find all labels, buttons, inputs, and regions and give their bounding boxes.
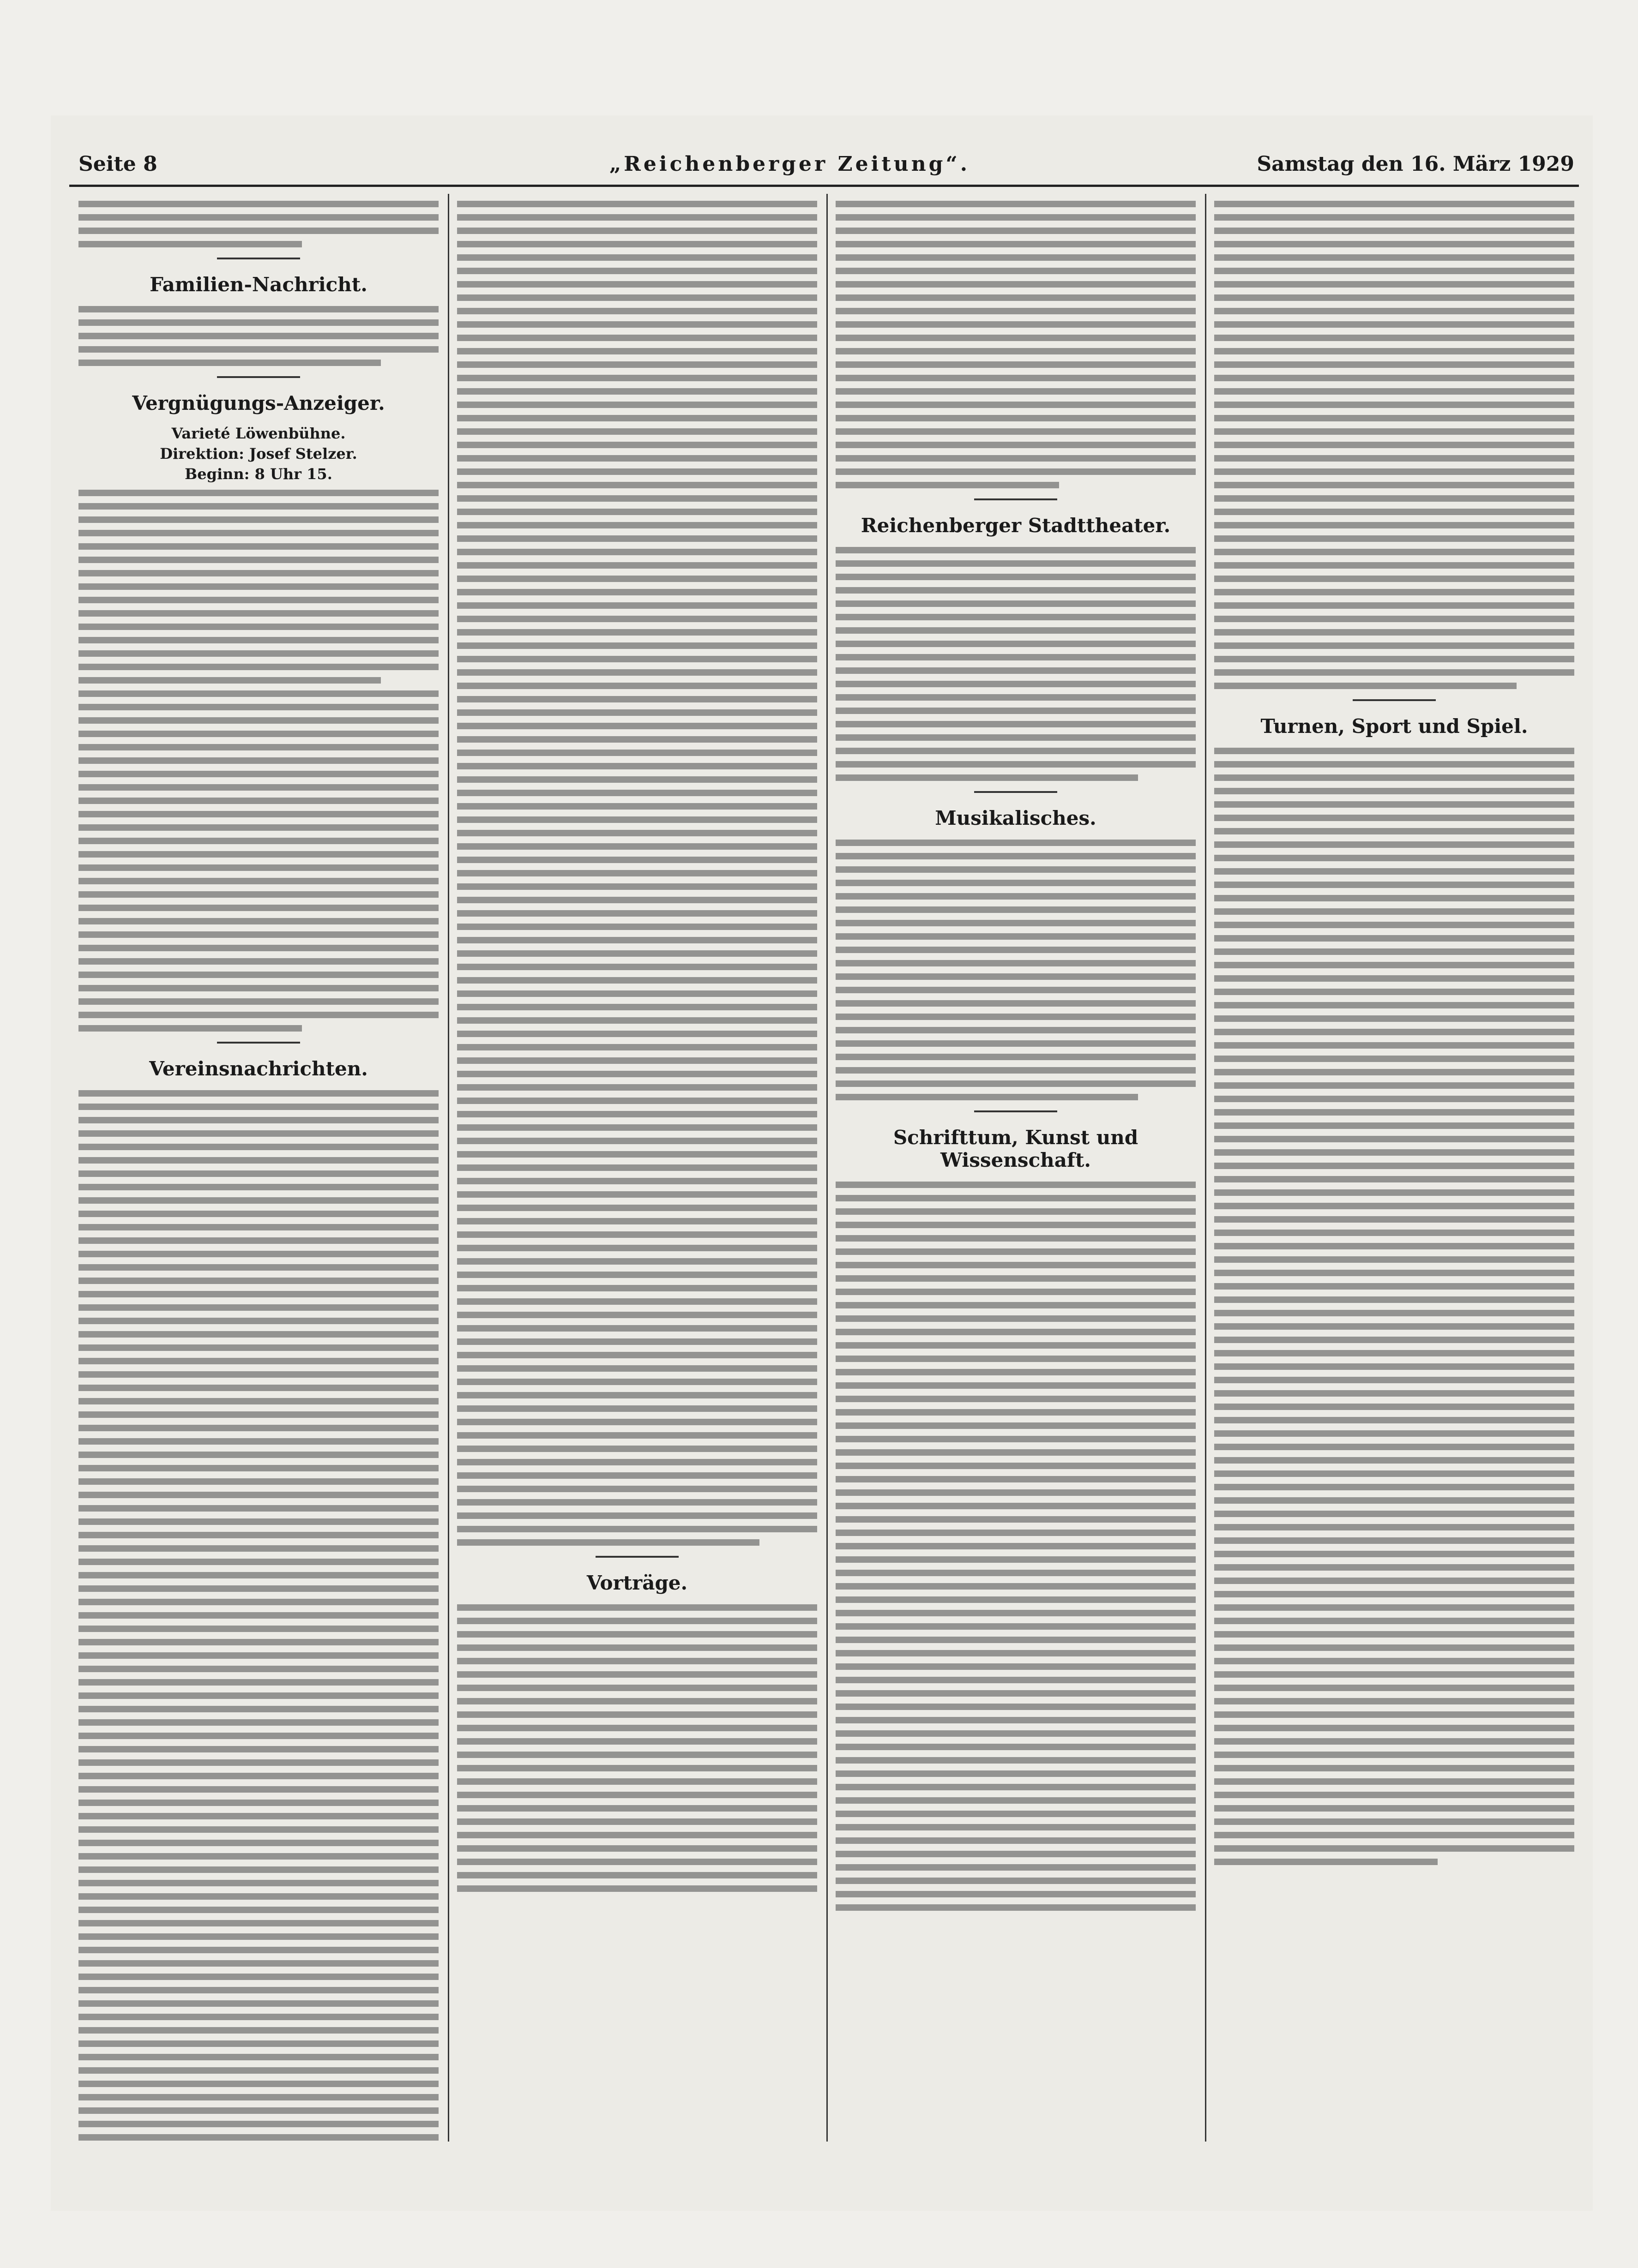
section-divider — [217, 376, 300, 378]
page-header — [78, 152, 1574, 180]
theater-heading: Reichenberger Stadttheater. — [861, 514, 1171, 537]
amusement-guide-heading: Vergnügungs-Anzeiger. — [132, 392, 385, 414]
theater-text — [836, 547, 1196, 781]
masthead-title: „Reichenberger Zeitung“. — [609, 152, 970, 176]
column-rule — [826, 194, 828, 2142]
page-number: Seite 8 — [78, 152, 157, 176]
music-text — [836, 840, 1196, 1100]
arts-continued-text — [1214, 201, 1574, 689]
section-divider — [217, 258, 300, 259]
sport-text — [1214, 748, 1574, 1865]
lectures-continued-text — [836, 201, 1196, 488]
column-4 — [1214, 194, 1574, 2142]
header-rule — [69, 185, 1579, 187]
column-rule — [1205, 194, 1206, 2142]
venue-name: Varieté Löwenbühne. — [171, 425, 346, 442]
section-divider — [974, 498, 1057, 500]
arts-heading: Schrifttum, Kunst und Wissenschaft. — [893, 1126, 1138, 1171]
section-divider — [217, 1042, 300, 1044]
arts-text — [836, 1182, 1196, 1911]
venue-director: Direktion: Josef Stelzer. — [160, 445, 357, 462]
column-rule — [448, 194, 449, 2142]
weather-forecast-text — [78, 201, 439, 247]
sport-heading: Turnen, Sport und Spiel. — [1260, 715, 1528, 738]
lectures-heading: Vorträge. — [586, 1572, 688, 1594]
section-divider — [974, 791, 1057, 793]
amusement-guide-text — [78, 490, 439, 1032]
show-start-time: Beginn: 8 Uhr 15. — [185, 465, 332, 483]
column-1 — [78, 194, 439, 2142]
column-3 — [836, 194, 1196, 2142]
family-notice-text — [78, 306, 439, 366]
club-news-heading: Vereinsnachrichten. — [149, 1057, 368, 1080]
section-divider — [596, 1556, 679, 1558]
column-2 — [457, 194, 817, 2142]
section-divider — [974, 1110, 1057, 1112]
lectures-text — [457, 1604, 817, 1892]
music-heading: Musikalisches. — [935, 807, 1096, 829]
club-news-continued-text — [457, 201, 817, 1546]
issue-date: Samstag den 16. März 1929 — [1257, 152, 1574, 176]
section-divider — [1353, 699, 1436, 701]
family-notice-heading: Familien-Nachricht. — [150, 273, 367, 296]
club-news-text — [78, 1090, 439, 2142]
